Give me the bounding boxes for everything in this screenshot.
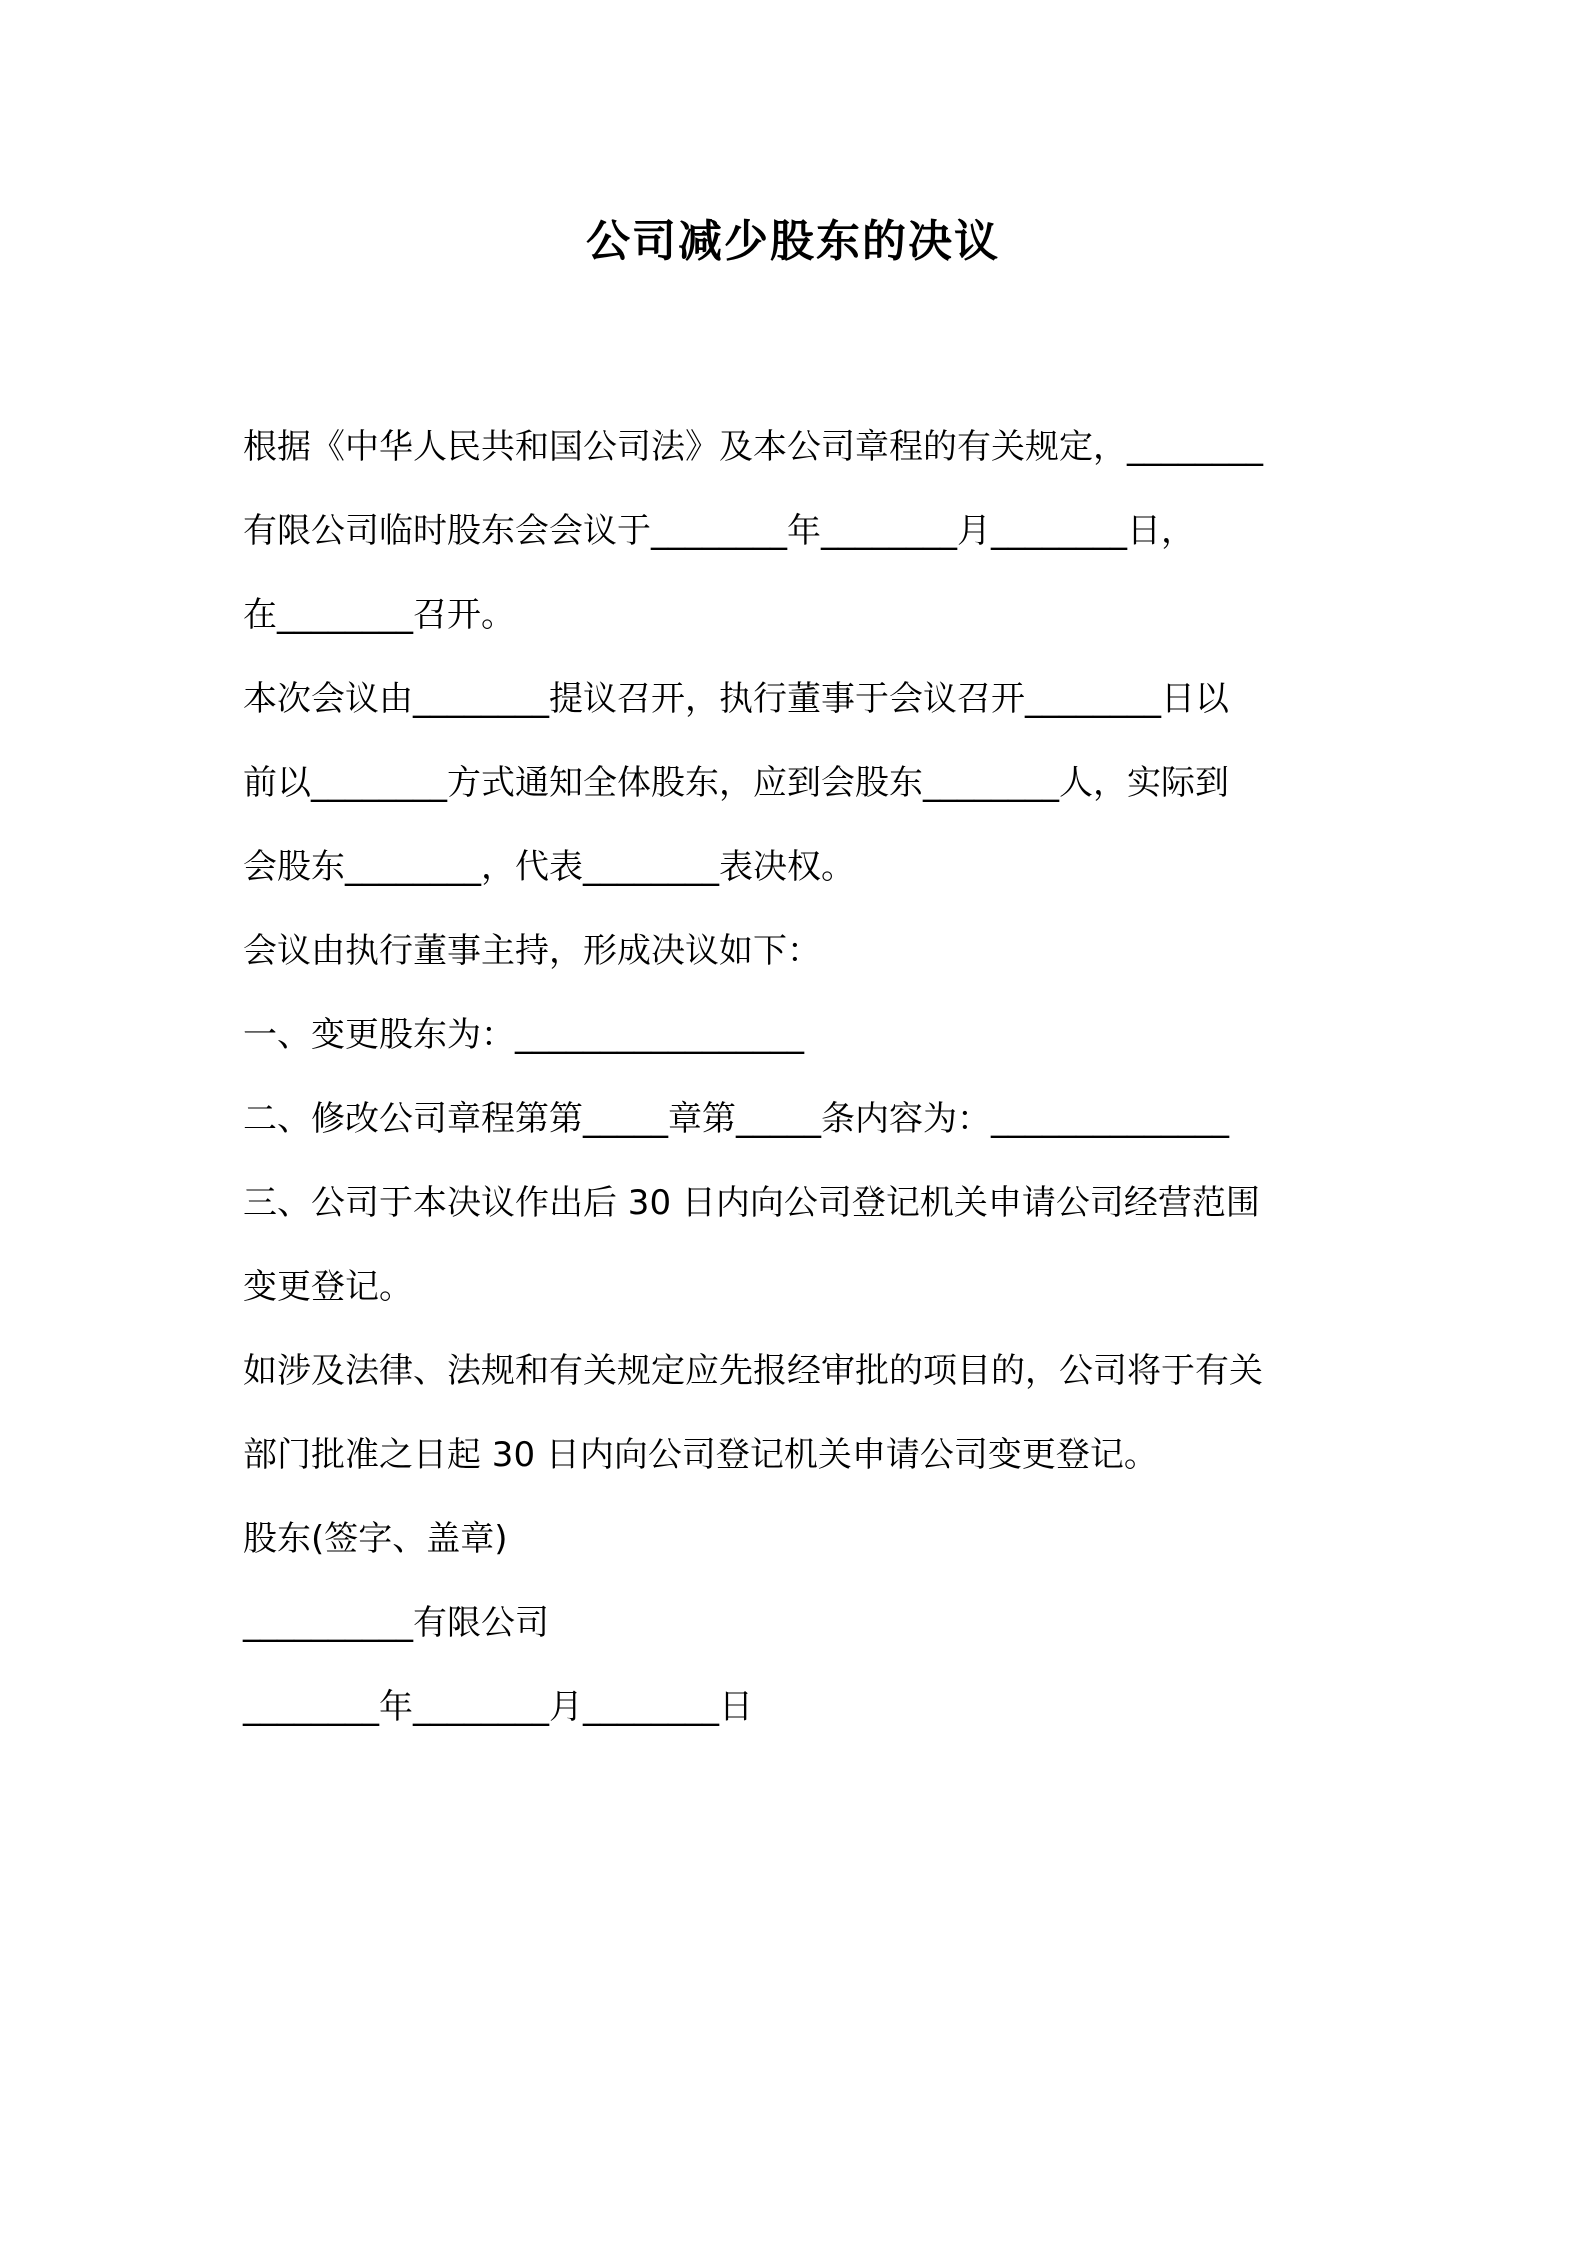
paragraph-line: 根据《中华人民共和国公司法》及本公司章程的有关规定，________ — [243, 427, 1263, 467]
paragraph-line: 会议由执行董事主持，形成决议如下： — [243, 931, 821, 971]
paragraph-line: 会股东________，代表________表决权。 — [243, 847, 855, 887]
paragraph-resolution-intro — [243, 909, 1353, 993]
paragraph-line: 变更登记。 — [243, 1267, 413, 1307]
company-name-blank — [243, 1581, 1353, 1665]
paragraph-line: 部门批准之日起 30 日内向公司登记机关申请公司变更登记。 — [243, 1435, 1158, 1475]
paragraph-line: 三、公司于本决议作出后 30 日内向公司登记机关申请公司经营范围 — [243, 1183, 1260, 1223]
paragraph-line: 二、修改公司章程第第_____章第_____条内容为：______________ — [243, 1099, 1229, 1139]
resolution-item-3 — [243, 1161, 1353, 1329]
paragraph-approval-note — [243, 1329, 1353, 1497]
document-body — [243, 405, 1353, 1749]
paragraph-line: 本次会议由________提议召开，执行董事于会议召开________日以 — [243, 679, 1229, 719]
paragraph-line: 一、变更股东为：_________________ — [243, 1015, 804, 1055]
paragraph-line: 有限公司临时股东会会议于________年________月________日， — [243, 511, 1195, 551]
resolution-item-2 — [243, 1077, 1353, 1161]
paragraph-line: 股东(签字、盖章) — [243, 1519, 508, 1559]
date-blank — [243, 1665, 1353, 1749]
paragraph-line: 前以________方式通知全体股东，应到会股东________人，实际到 — [243, 763, 1229, 803]
paragraph-line: 在________召开。 — [243, 595, 515, 635]
paragraph-notice-info — [243, 657, 1353, 909]
resolution-item-1 — [243, 993, 1353, 1077]
paragraph-line: 如涉及法律、法规和有关规定应先报经审批的项目的，公司将于有关 — [243, 1351, 1263, 1391]
paragraph-meeting-info — [243, 405, 1353, 657]
document-title: 公司减少股东的决议 — [586, 216, 1000, 267]
paragraph-line: ________年________月________日 — [243, 1687, 753, 1727]
paragraph-line: __________有限公司 — [243, 1603, 549, 1643]
signature-label — [243, 1497, 1353, 1581]
